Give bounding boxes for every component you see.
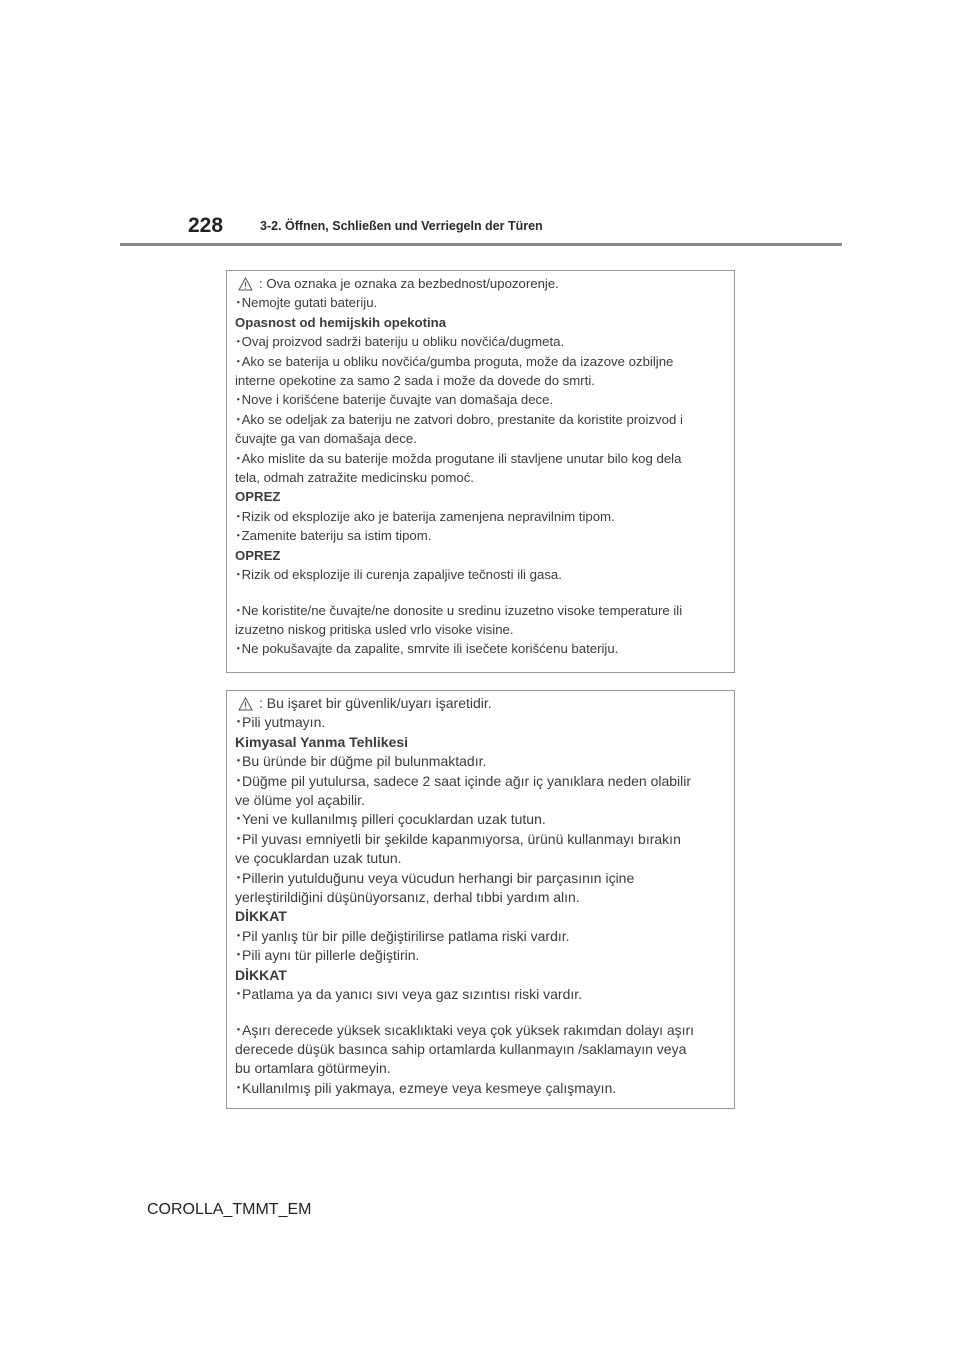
line-text: ･Pillerin yutulduğunu veya vücudun herhangi bir parçasının içine (235, 869, 635, 886)
line-text: ･Aşırı derecede yüksek sıcaklıktaki veya çok yüksek rakımdan dolayı aşırı (235, 1021, 695, 1038)
warning-text-line (235, 620, 726, 639)
line-text: ･Rizik od eksplozije ili curenja zapaljive tečnosti ili gasa. (235, 567, 562, 583)
warning-text-line (235, 390, 726, 409)
warning-text-line (235, 752, 726, 771)
line-text: Opasnost od hemijskih opekotina (235, 314, 447, 330)
line-text: ･Ako se baterija u obliku novčića/gumba proguta, može da izazove ozbiljne (235, 353, 674, 369)
warning-triangle-icon (238, 697, 253, 711)
line-text: ･Pil yuvası emniyetli bir şekilde kapanmıyorsa, ürünü kullanmayı bırakın (235, 830, 681, 847)
line-text: ･Pili yutmayın. (235, 714, 326, 731)
line-text: DİKKAT (235, 908, 287, 925)
warning-text-line (235, 1021, 726, 1040)
line-text: ･Yeni ve kullanılmış pilleri çocuklardan uzak tutun. (235, 811, 546, 828)
warning-text-line (235, 772, 726, 791)
line-text: ･Pili aynı tür pillerle değiştirin. (235, 947, 420, 964)
line-text: ･Bu üründe bir düğme pil bulunmaktadır. (235, 753, 487, 770)
warning-text-line (235, 371, 726, 390)
line-text: ･Patlama ya da yanıcı sıvı veya gaz sızıntısı riski vardır. (235, 986, 583, 1003)
warning-text-line (235, 332, 726, 351)
paragraph-gap (235, 1005, 726, 1021)
line-text: ･Zamenite bateriju sa istim tipom. (235, 528, 432, 544)
section-title: 3-2. Öffnen, Schließen und Verriegeln der Türen (260, 219, 543, 233)
line-text: ･Ne pokušavajte da zapalite, smrvite ili isečete korišćenu bateriju. (235, 641, 619, 657)
warning-text-line (235, 810, 726, 829)
warning-heading (235, 487, 726, 506)
warning-text-line (235, 849, 726, 868)
warning-legend (235, 274, 726, 293)
line-text: bu ortamlara götürmeyin. (235, 1060, 391, 1077)
line-text: OPREZ (235, 489, 281, 505)
line-text: DİKKAT (235, 966, 287, 983)
warning-heading (235, 733, 726, 752)
warning-text-line (235, 468, 726, 487)
line-text: : Ova oznaka je oznaka za bezbednost/upozorenje. (259, 276, 559, 291)
line-text: izuzetno niskog pritiska usled vrlo visoke visine. (235, 621, 514, 637)
warning-heading (235, 313, 726, 332)
warning-text-line (235, 352, 726, 371)
line-text: derecede düşük basınca sahip ortamlarda kullanmayın /saklamayın veya (235, 1040, 687, 1057)
warning-text-line (235, 791, 726, 810)
warning-text-line (235, 410, 726, 429)
line-text: ･Ako se odeljak za bateriju ne zatvori dobro, prestanite da koristite proizvod i (235, 411, 683, 427)
warning-box-serbian (226, 270, 735, 673)
page-number: 228 (188, 214, 224, 237)
line-text: tela, odmah zatražite medicinsku pomoć. (235, 470, 474, 486)
line-text: ･Düğme pil yutulursa, sadece 2 saat içinde ağır iç yanıklara neden olabilir (235, 772, 692, 789)
warning-text-line (235, 565, 726, 584)
line-text: ･Ne koristite/ne čuvajte/ne donosite u sredinu izuzetno visoke temperature ili (235, 602, 683, 618)
line-text: : Bu işaret bir güvenlik/uyarı işaretidir. (259, 695, 492, 711)
header-divider (120, 243, 842, 246)
warning-heading (235, 907, 726, 926)
warning-text-line (235, 985, 726, 1004)
line-text: interne opekotine za samo 2 sada i može da dovede do smrti. (235, 373, 595, 389)
line-text: ･Nove i korišćene baterije čuvajte van domašaja dece. (235, 392, 554, 408)
warning-text-line (235, 1079, 726, 1098)
warning-text-line (235, 713, 726, 732)
document-code: COROLLA_TMMT_EM (147, 1201, 312, 1218)
line-text: yerleştirildiğini düşünüyorsanız, derhal tıbbi yardım alın. (235, 889, 580, 906)
line-text: Kimyasal Yanma Tehlikesi (235, 733, 409, 750)
line-text: ･Ovaj proizvod sadrži bateriju u obliku novčića/dugmeta. (235, 334, 565, 350)
warning-text-line (235, 526, 726, 545)
warning-box-turkish (226, 690, 735, 1109)
warning-text-line (235, 449, 726, 468)
line-text: ･Rizik od eksplozije ako je baterija zamenjena nepravilnim tipom. (235, 508, 615, 524)
warning-text-line (235, 1059, 726, 1078)
page-header (120, 212, 842, 248)
paragraph-gap (235, 585, 726, 601)
warning-text-line (235, 601, 726, 620)
line-text: ･Ako mislite da su baterije možda progutane ili stavljene unutar bilo kog dela (235, 450, 682, 466)
line-text: OPREZ (235, 547, 281, 563)
warning-text-line (235, 927, 726, 946)
line-text: ve çocuklardan uzak tutun. (235, 850, 402, 867)
warning-text-line (235, 869, 726, 888)
warning-text-line (235, 293, 726, 312)
warning-text-line (235, 830, 726, 849)
warning-text-line (235, 639, 726, 658)
warning-text-line (235, 429, 726, 448)
line-text: ･Kullanılmış pili yakmaya, ezmeye veya kesmeye çalışmayın. (235, 1079, 617, 1096)
warning-text-line (235, 507, 726, 526)
warning-legend (235, 694, 726, 713)
warning-heading (235, 966, 726, 985)
warning-text-line (235, 888, 726, 907)
line-text: čuvajte ga van domašaja dece. (235, 431, 417, 447)
warning-heading (235, 546, 726, 565)
line-text: ･Pil yanlış tür bir pille değiştirilirse patlama riski vardır. (235, 927, 570, 944)
warning-triangle-icon (238, 277, 253, 291)
line-text: ･Nemojte gutati bateriju. (235, 295, 378, 311)
warning-text-line (235, 946, 726, 965)
line-text: ve ölüme yol açabilir. (235, 792, 365, 809)
warning-text-line (235, 1040, 726, 1059)
